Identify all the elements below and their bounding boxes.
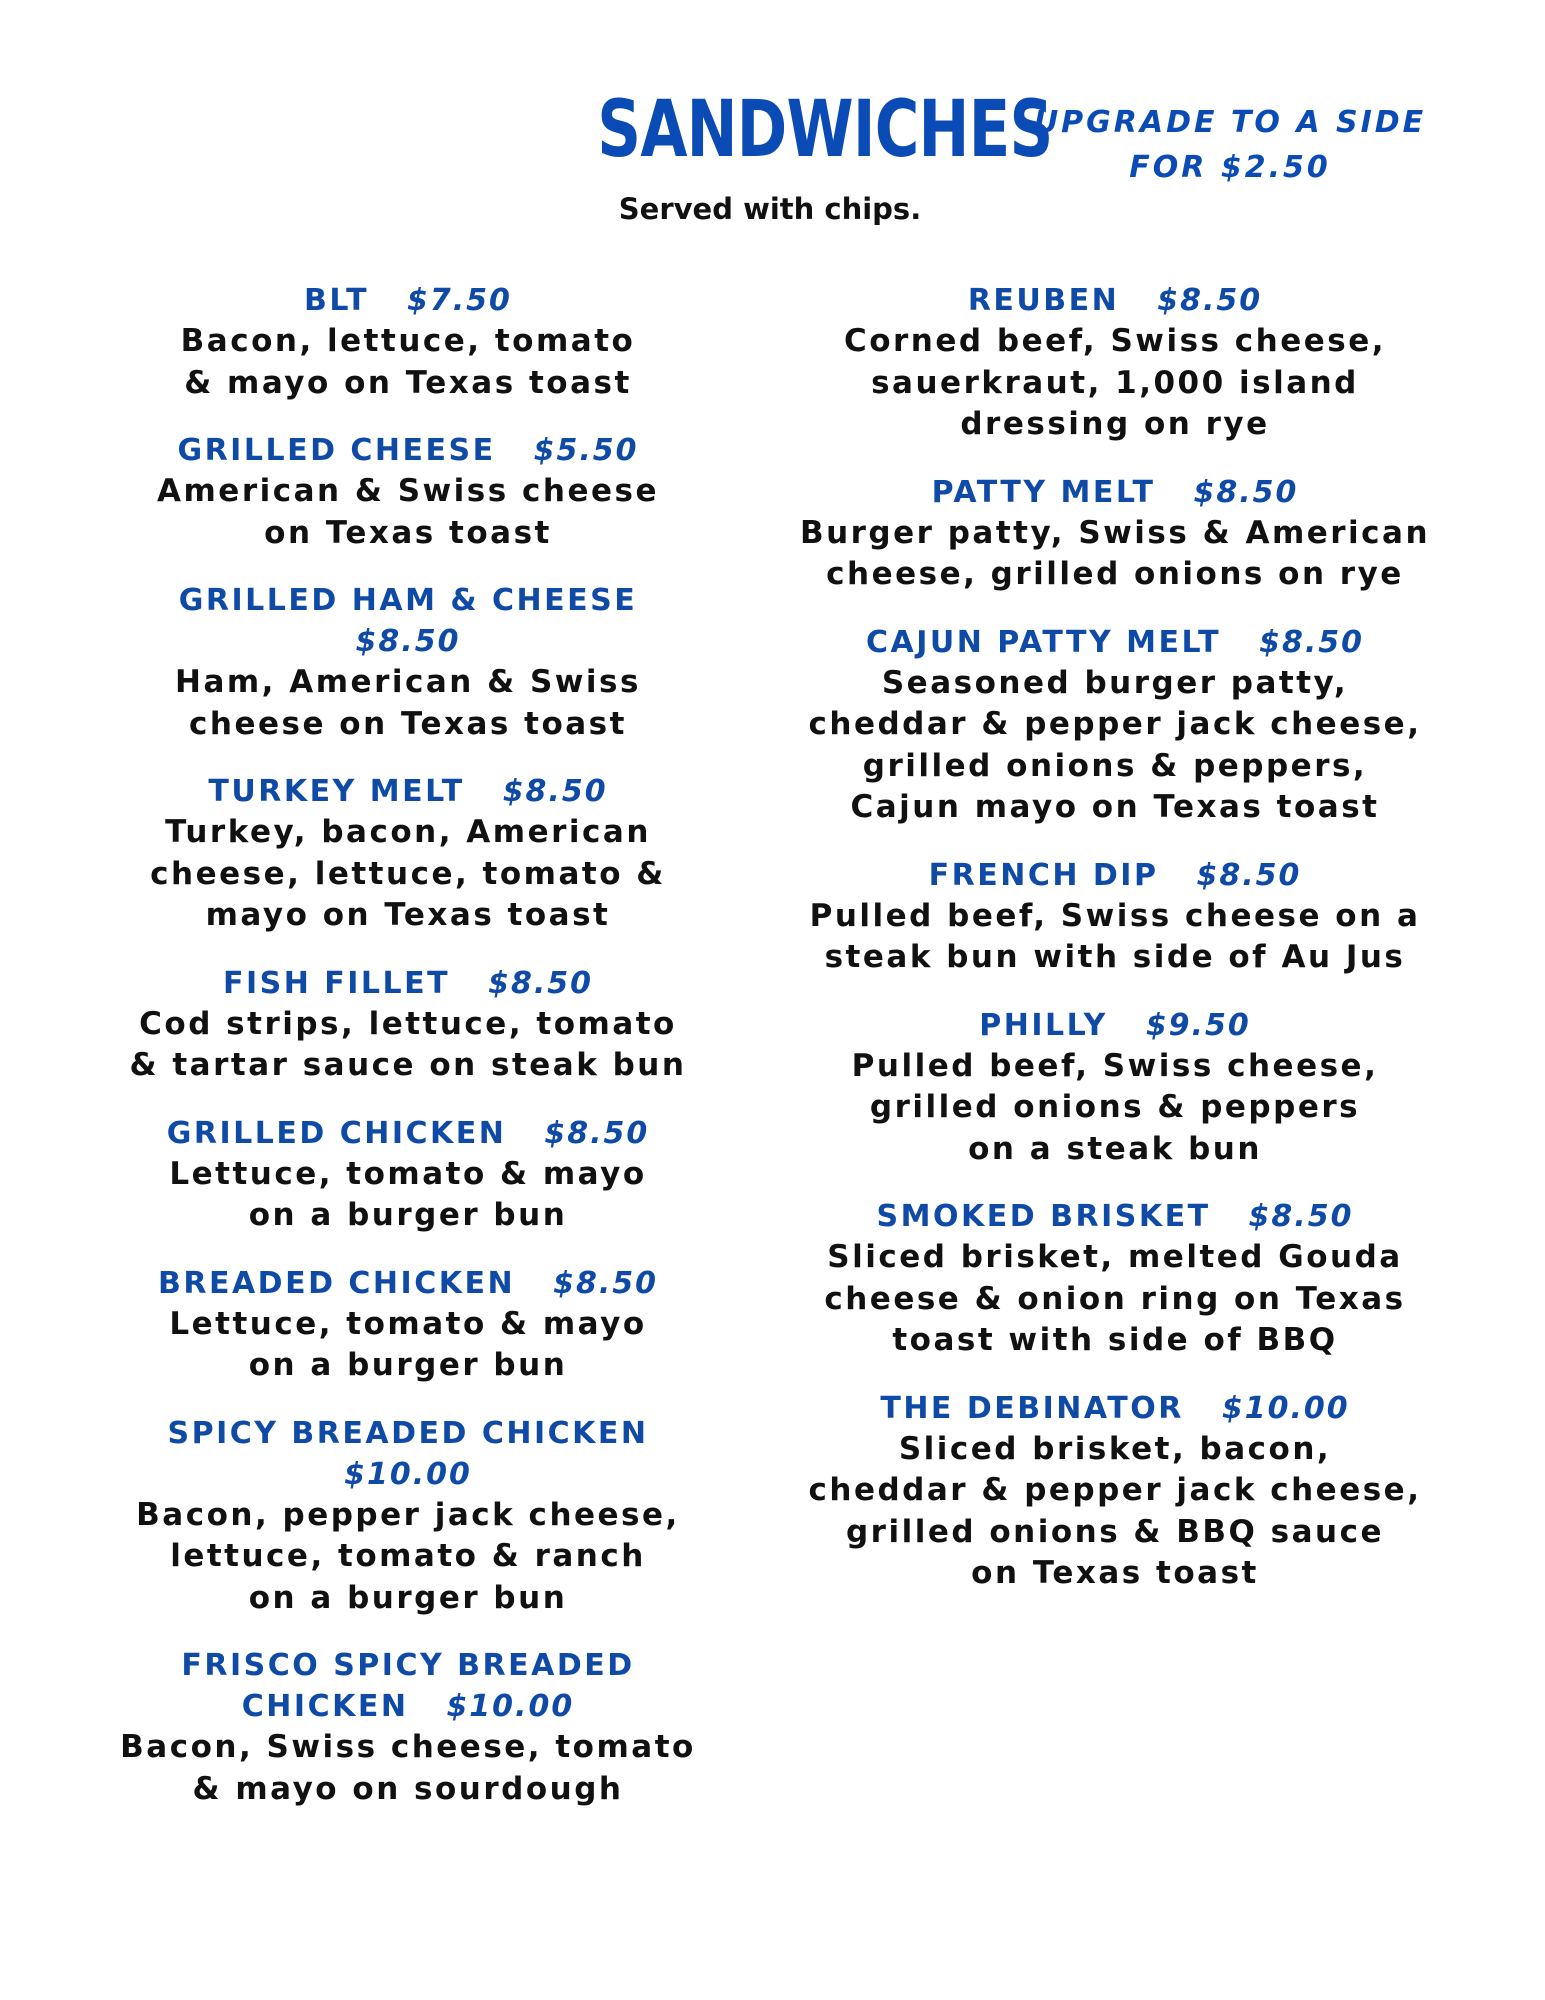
menu-item xyxy=(795,1196,1435,1362)
item-header xyxy=(88,280,728,321)
menu-item xyxy=(88,580,728,745)
item-price: $8.50 xyxy=(1157,283,1263,318)
item-description xyxy=(795,1429,1435,1595)
item-description-line: mayo on Texas toast xyxy=(205,897,611,933)
item-description xyxy=(795,321,1435,446)
menu-item xyxy=(88,280,728,404)
item-description xyxy=(88,662,728,745)
item-description-line: dressing on rye xyxy=(960,406,1270,442)
item-description-line: cheddar & pepper jack cheese, xyxy=(808,706,1422,742)
item-header xyxy=(795,622,1435,663)
item-header xyxy=(88,580,728,662)
menu-item xyxy=(795,1388,1435,1595)
item-description xyxy=(795,513,1435,596)
menu-item xyxy=(88,1263,728,1387)
item-description-line: grilled onions & peppers, xyxy=(862,747,1368,784)
item-description-line: Bacon, Swiss cheese, tomato xyxy=(120,1729,696,1765)
item-price: $8.50 xyxy=(1259,624,1365,660)
item-description-line: Sliced brisket, melted Gouda xyxy=(827,1239,1403,1275)
item-name: PHILLY xyxy=(979,1007,1108,1043)
item-description xyxy=(795,1237,1435,1362)
item-description-line: grilled onions & peppers xyxy=(869,1089,1361,1125)
item-name: BREADED CHICKEN xyxy=(158,1265,516,1301)
item-description-line: Cajun mayo on Texas toast xyxy=(850,789,1380,825)
item-price: $9.50 xyxy=(1145,1007,1251,1043)
item-description xyxy=(88,471,728,554)
menu-subtitle: Served with chips. xyxy=(618,192,922,226)
item-description-line: on a steak bun xyxy=(968,1130,1262,1167)
item-name: CHICKEN xyxy=(241,1689,409,1724)
item-price: $8.50 xyxy=(1193,474,1299,510)
item-header xyxy=(795,1196,1435,1237)
left-column xyxy=(88,280,728,1836)
item-description-line: on a burger bun xyxy=(248,1347,568,1383)
item-description-line: cheese & onion ring on Texas xyxy=(824,1280,1406,1317)
item-name: SPICY BREADED CHICKEN xyxy=(167,1415,649,1451)
item-name: CAJUN PATTY MELT xyxy=(865,624,1222,660)
item-header xyxy=(795,855,1435,896)
item-description-line: Seasoned burger patty, xyxy=(881,664,1349,701)
item-description-line: on a burger bun xyxy=(248,1579,568,1616)
item-name: BLT xyxy=(304,283,370,318)
item-name-line: FRISCO SPICY BREADED xyxy=(181,1648,635,1683)
item-description-line: Pulled beef, Swiss cheese on a xyxy=(809,897,1421,934)
item-description-line: Sliced brisket, bacon, xyxy=(898,1430,1332,1467)
item-description-line: Cod strips, lettuce, tomato xyxy=(139,1005,677,1042)
upgrade-note xyxy=(1030,100,1430,190)
item-price: $10.00 xyxy=(344,1456,472,1492)
item-description-line: cheddar & pepper jack cheese, xyxy=(808,1472,1422,1508)
item-price: $8.50 xyxy=(488,965,594,1001)
menu-item xyxy=(795,855,1435,979)
item-header xyxy=(795,472,1435,513)
item-description-line: Bacon, pepper jack cheese, xyxy=(136,1496,680,1533)
item-header xyxy=(88,963,728,1004)
upgrade-note-line1: UPGRADE TO A SIDE xyxy=(1033,105,1427,140)
right-column xyxy=(795,280,1435,1621)
item-description xyxy=(88,321,728,404)
item-price: $5.50 xyxy=(533,433,639,468)
item-name: REUBEN xyxy=(967,283,1120,318)
item-price: $10.00 xyxy=(446,1689,575,1724)
item-description xyxy=(88,1304,728,1387)
item-description-line: cheese, lettuce, tomato & xyxy=(150,855,666,892)
item-header xyxy=(795,1388,1435,1429)
item-name: TURKEY MELT xyxy=(208,774,465,809)
item-price: $8.50 xyxy=(553,1265,658,1301)
item-price: $10.00 xyxy=(1221,1390,1350,1426)
item-name: SMOKED BRISKET xyxy=(876,1199,1211,1234)
menu-item xyxy=(795,622,1435,829)
item-description xyxy=(795,1046,1435,1171)
menu-item xyxy=(795,1005,1435,1171)
item-description-line: & tartar sauce on steak bun xyxy=(129,1047,687,1083)
item-header xyxy=(88,1645,728,1727)
item-header xyxy=(88,430,728,471)
item-description-line: Corned beef, Swiss cheese, xyxy=(843,323,1387,359)
item-description-line: sauerkraut, 1,000 island xyxy=(871,364,1359,401)
item-name: GRILLED CHICKEN xyxy=(166,1115,507,1151)
item-name: FRENCH DIP xyxy=(928,857,1159,893)
item-description-line: toast with side of BBQ xyxy=(892,1322,1338,1358)
item-description xyxy=(795,663,1435,829)
item-description-line: on a burger bun xyxy=(248,1197,568,1233)
item-name: GRILLED CHEESE xyxy=(177,433,496,468)
item-header xyxy=(88,771,728,812)
item-name: GRILLED HAM & CHEESE xyxy=(178,583,638,618)
item-description-line: grilled onions & BBQ sauce xyxy=(845,1513,1385,1550)
menu-item xyxy=(88,1645,728,1810)
item-description xyxy=(88,812,728,937)
item-header xyxy=(795,1005,1435,1046)
item-description xyxy=(88,1727,728,1810)
item-name: FISH FILLET xyxy=(222,965,451,1001)
item-header xyxy=(795,280,1435,321)
item-description-line: Turkey, bacon, American xyxy=(165,814,651,850)
item-description-line: on Texas toast xyxy=(971,1555,1259,1591)
menu-item xyxy=(88,1113,728,1237)
item-description-line: Lettuce, tomato & mayo xyxy=(169,1155,647,1192)
item-description-line: Bacon, lettuce, tomato xyxy=(180,323,636,359)
menu-item xyxy=(795,472,1435,596)
item-description xyxy=(88,1495,728,1620)
item-description-line: & mayo on Texas toast xyxy=(184,364,632,401)
item-description-line: steak bun with side of Au Jus xyxy=(824,939,1406,975)
item-header xyxy=(88,1113,728,1154)
item-price: $8.50 xyxy=(502,774,608,809)
item-description-line: cheese on Texas toast xyxy=(189,705,627,742)
item-price: $8.50 xyxy=(355,624,461,659)
item-description-line: Pulled beef, Swiss cheese, xyxy=(851,1047,1379,1084)
item-description-line: lettuce, tomato & ranch xyxy=(170,1538,646,1574)
menu-item xyxy=(88,963,728,1087)
item-header xyxy=(88,1263,728,1304)
item-description xyxy=(795,896,1435,979)
menu-item xyxy=(795,280,1435,446)
menu-title: SANDWICHES xyxy=(597,85,1053,175)
item-description-line: Burger patty, Swiss & American xyxy=(799,514,1431,551)
item-price: $8.50 xyxy=(1248,1199,1354,1234)
item-price: $7.50 xyxy=(407,283,512,318)
item-price: $8.50 xyxy=(544,1115,650,1151)
item-description-line: & mayo on sourdough xyxy=(192,1770,624,1807)
item-name: THE DEBINATOR xyxy=(880,1390,1184,1426)
item-name: PATTY MELT xyxy=(931,474,1156,510)
item-description-line: Lettuce, tomato & mayo xyxy=(169,1305,647,1342)
menu-item xyxy=(88,430,728,554)
menu-item xyxy=(88,771,728,937)
item-description-line: on Texas toast xyxy=(264,514,552,551)
upgrade-note-line2: FOR $2.50 xyxy=(1129,150,1331,185)
item-description xyxy=(88,1004,728,1087)
item-description-line: Ham, American & Swiss xyxy=(175,664,641,700)
menu-item xyxy=(88,1413,728,1620)
item-header xyxy=(88,1413,728,1495)
item-description-line: American & Swiss cheese xyxy=(157,473,659,509)
item-price: $8.50 xyxy=(1196,857,1302,893)
item-description xyxy=(88,1154,728,1237)
item-description-line: cheese, grilled onions on rye xyxy=(826,556,1404,592)
